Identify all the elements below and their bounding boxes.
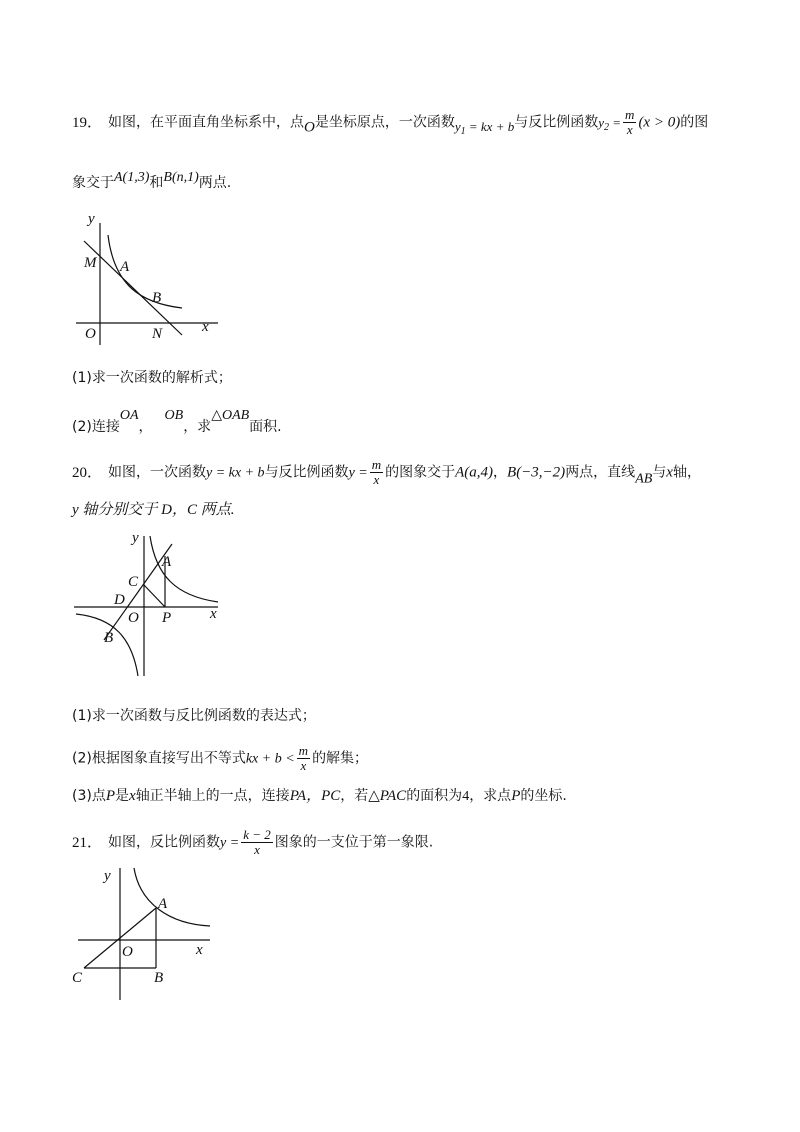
point-c-label: C (128, 574, 139, 590)
y-axis-label: y (88, 211, 95, 227)
origin-label: O (122, 944, 133, 960)
x-axis-label: x (202, 319, 209, 335)
q20-part2: (2)根据图象直接写出不等式kx + b < $\frac{m}{x}$ 的解集； (72, 743, 369, 773)
q20-intro: 20． 如图，一次函数y = kx + b与反比例函数y = $\frac{m}{x}$ 的图象交于A(a,4)，B(−3,−2)两点，直线AB与x轴， (72, 457, 701, 487)
point-d-label: D (114, 592, 125, 608)
point-a-label: A (162, 554, 172, 570)
q20-intro-line2: y 轴分别交于 D，C 两点. (72, 502, 235, 518)
point-b-label: B (154, 970, 164, 986)
point-m-label: M (84, 255, 97, 271)
y-axis-label: y (104, 868, 111, 884)
point-b-label: B (152, 290, 162, 306)
q19-part2: (2)连接OA，OB，求△OAB面积. (72, 408, 282, 435)
q20-figure (70, 528, 230, 678)
segment-pc (144, 585, 165, 607)
q20-part1: (1)求一次函数与反比例函数的表达式； (72, 708, 316, 724)
point-a-label: A (120, 259, 130, 275)
point-b-label: B (104, 630, 114, 646)
q19-number: 19． (72, 114, 103, 131)
x-axis-label: x (210, 606, 217, 622)
q20-fraction: $\frac{m}{x}$ (371, 457, 382, 487)
q19-part1: (1)求一次函数的解析式； (72, 370, 232, 386)
hyperbola-branch-q1 (150, 536, 218, 602)
q20-part3: (3)点P是x轴正半轴上的一点，连接PA，PC，若△PAC的面积为4，求点P的坐标. (72, 788, 567, 804)
linear-function-line (84, 241, 182, 335)
point-c-label: C (72, 970, 83, 986)
q19-figure (70, 205, 230, 350)
q19-intro-line2: 象交于A(1,3)和B(n,1)两点. (72, 170, 232, 191)
point-p-label: P (162, 610, 172, 626)
q21-number: 21． (72, 834, 103, 851)
origin-label: O (85, 326, 96, 342)
q21-fraction: $\frac{k - 2}{x}$ (243, 827, 271, 857)
q21-intro: 21． 如图，反比例函数y = $\frac{k - 2}{x}$ 图象的一支位于第一象限. (72, 827, 434, 857)
origin-label: O (128, 610, 139, 626)
q20-number: 20． (72, 464, 103, 481)
q19-intro: 19． 如图，在平面直角坐标系中，点O是坐标原点，一次函数$y_1$ = kx + b与反比例函数$y_2$ = $\frac{m}{x}$ (x > 0)的图 (72, 107, 709, 137)
y-axis-label: y (132, 530, 139, 546)
point-a-label: A (158, 896, 168, 912)
x-axis-label: x (196, 942, 203, 958)
q21-figure (70, 862, 220, 1007)
point-n-label: N (152, 326, 163, 342)
q19-fraction: $\frac{m}{x}$ (625, 107, 635, 137)
